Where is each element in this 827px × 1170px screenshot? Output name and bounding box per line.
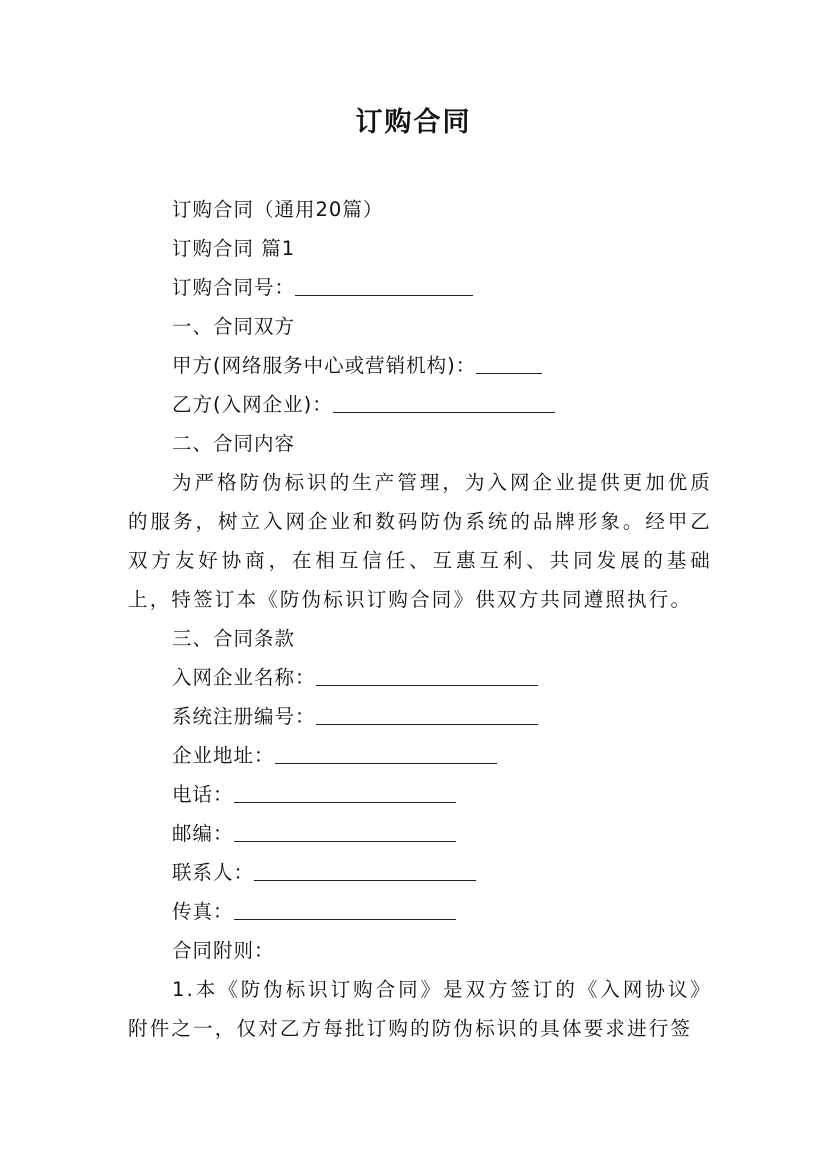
company-name-label: 入网企业名称： bbox=[172, 666, 316, 689]
fax-blank bbox=[234, 899, 456, 920]
contract-number-line bbox=[128, 268, 712, 307]
registration-number-line bbox=[128, 697, 712, 736]
fax-label: 传真： bbox=[172, 900, 234, 923]
party-b-label: 乙方(入网企业)： bbox=[172, 393, 333, 416]
registration-number-label: 系统注册编号： bbox=[172, 705, 316, 728]
content-paragraph: 为严格防伪标识的生产管理，为入网企业提供更加优质的服务，树立入网企业和数码防伪系统的品牌形象。经甲乙双方友好协商，在相互信任、互惠互利、共同发展的基础上，特签订本《防伪标识订购合同》供双方共同遵照执行。 bbox=[128, 471, 712, 611]
postcode-label: 邮编： bbox=[172, 822, 234, 845]
fax-line bbox=[128, 892, 712, 931]
party-a-label: 甲方(网络服务中心或营销机构)： bbox=[172, 354, 477, 377]
chapter-heading: 订购合同 篇1 bbox=[172, 237, 296, 260]
party-a-line bbox=[128, 346, 712, 385]
address-line bbox=[128, 736, 712, 775]
party-a-blank bbox=[476, 353, 542, 374]
phone-blank bbox=[234, 782, 456, 803]
document-body bbox=[128, 190, 712, 1048]
appendix-heading: 合同附则： bbox=[172, 939, 275, 962]
phone-line bbox=[128, 775, 712, 814]
company-name-line bbox=[128, 658, 712, 697]
section-3-heading: 三、合同条款 bbox=[172, 627, 296, 650]
clause-1-paragraph: 1.本《防伪标识订购合同》是双方签订的《入网协议》附件之一，仅对乙方每批订购的防伪标识的具体要求进行签 bbox=[128, 978, 712, 1040]
contract-number-label: 订购合同号： bbox=[172, 276, 296, 299]
address-blank bbox=[275, 743, 497, 764]
subtitle-line: 订购合同（通用20篇） bbox=[172, 198, 384, 221]
address-label: 企业地址： bbox=[172, 744, 275, 767]
postcode-blank bbox=[234, 821, 456, 842]
section-2-heading: 二、合同内容 bbox=[172, 432, 296, 455]
party-b-line bbox=[128, 385, 712, 424]
postcode-line bbox=[128, 814, 712, 853]
registration-number-blank bbox=[316, 704, 538, 725]
document-title: 订购合同 bbox=[355, 107, 472, 138]
party-b-blank bbox=[333, 392, 555, 413]
phone-label: 电话： bbox=[172, 783, 234, 806]
company-name-blank bbox=[316, 665, 538, 686]
contract-number-blank bbox=[295, 275, 473, 296]
contact-line bbox=[128, 853, 712, 892]
section-1-heading: 一、合同双方 bbox=[172, 315, 296, 338]
contact-label: 联系人： bbox=[172, 861, 255, 884]
contact-blank bbox=[254, 860, 476, 881]
